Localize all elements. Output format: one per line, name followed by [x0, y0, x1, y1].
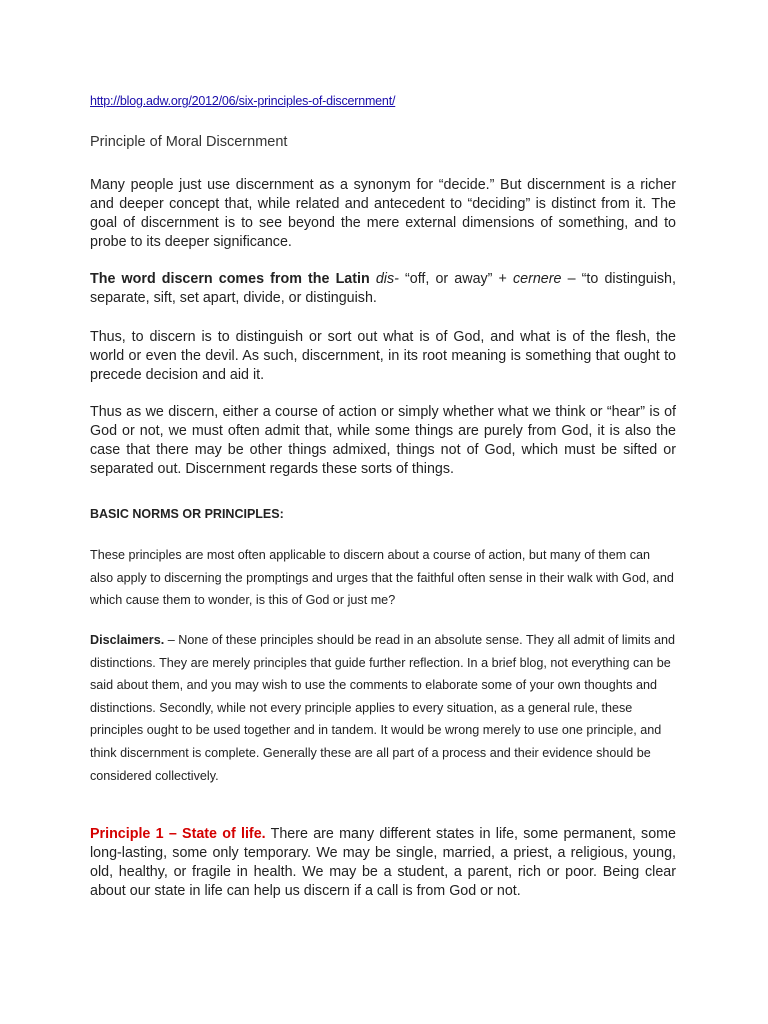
principle-1-title: Principle 1 – State of life.	[90, 826, 266, 842]
distinguish-paragraph: Thus, to discern is to distinguish or sort out what is of God, and what is of the flesh, the world or even the devil. As such, discernment, in its root meaning is something that ought to precede decision and aid it.	[90, 329, 676, 383]
intro-paragraph: Many people just use discernment as a synonym for “decide.” But discernment is a richer and deeper concept that, while related and antecedent to “deciding” is distinct from it. The goal of discernment is to see beyond the mere external dimensions of something, and to probe to its deeper significance.	[90, 177, 676, 250]
etymology-paragraph	[90, 270, 676, 308]
latin-dis: dis-	[375, 271, 399, 287]
principles-intro-paragraph: These principles are most often applicable to discern about a course of action, but many of them can also apply to discerning the promptings and urges that the faithful often sense in their walk with God, and which cause them to wonder, is this of God or just me?	[90, 548, 674, 608]
section-title: BASIC NORMS OR PRINCIPLES:	[90, 507, 284, 521]
etymology-rest: – “to distinguish, separate, sift, set apart, divide, or distinguish.	[90, 271, 676, 306]
admixture-paragraph: Thus as we discern, either a course of action or simply whether what we think or “hear” is of God or not, we must often admit that, while some things are purely from God, it is also the case that there may be other things admixed, things not of God, which must be sifted or separated out. Discernment regards these sorts of things.	[90, 404, 676, 477]
principle-1-paragraph	[90, 825, 676, 901]
source-link[interactable]: http://blog.adw.org/2012/06/six-principles-of-discernment/	[90, 94, 396, 108]
latin-cernere: cernere	[513, 271, 562, 287]
etymology-lead: The word discern comes from the Latin	[90, 271, 370, 287]
etymology-mid: “off, or away” +	[405, 271, 507, 287]
disclaimers-text: – None of these principles should be read in an absolute sense. They all admit of limits and distinctions. They are merely principles that guide further reflection. In a brief blog, not everything can be said about them, and you may wish to use the comments to elaborate some of your own thoughts and distinctions. Secondly, while not every principle applies to every situation, as a general rule, these principles ought to be used together and in tandem. It would be wrong merely to use one principle, and think discernment is complete. Generally these are all part of a process and their evidence should be considered collectively.	[90, 633, 676, 783]
disclaimers-lead: Disclaimers.	[90, 633, 165, 647]
page-title: Principle of Moral Discernment	[90, 134, 288, 150]
disclaimers-paragraph	[90, 629, 676, 787]
principle-1-text: There are many different states in life, some permanent, some long-lasting, some only temporary. We may be single, married, a priest, a religious, young, old, healthy, or fragile in health. We may be a student, a parent, rich or poor. Being clear about our state in life can help us discern if a call is from God or not.	[90, 826, 677, 899]
